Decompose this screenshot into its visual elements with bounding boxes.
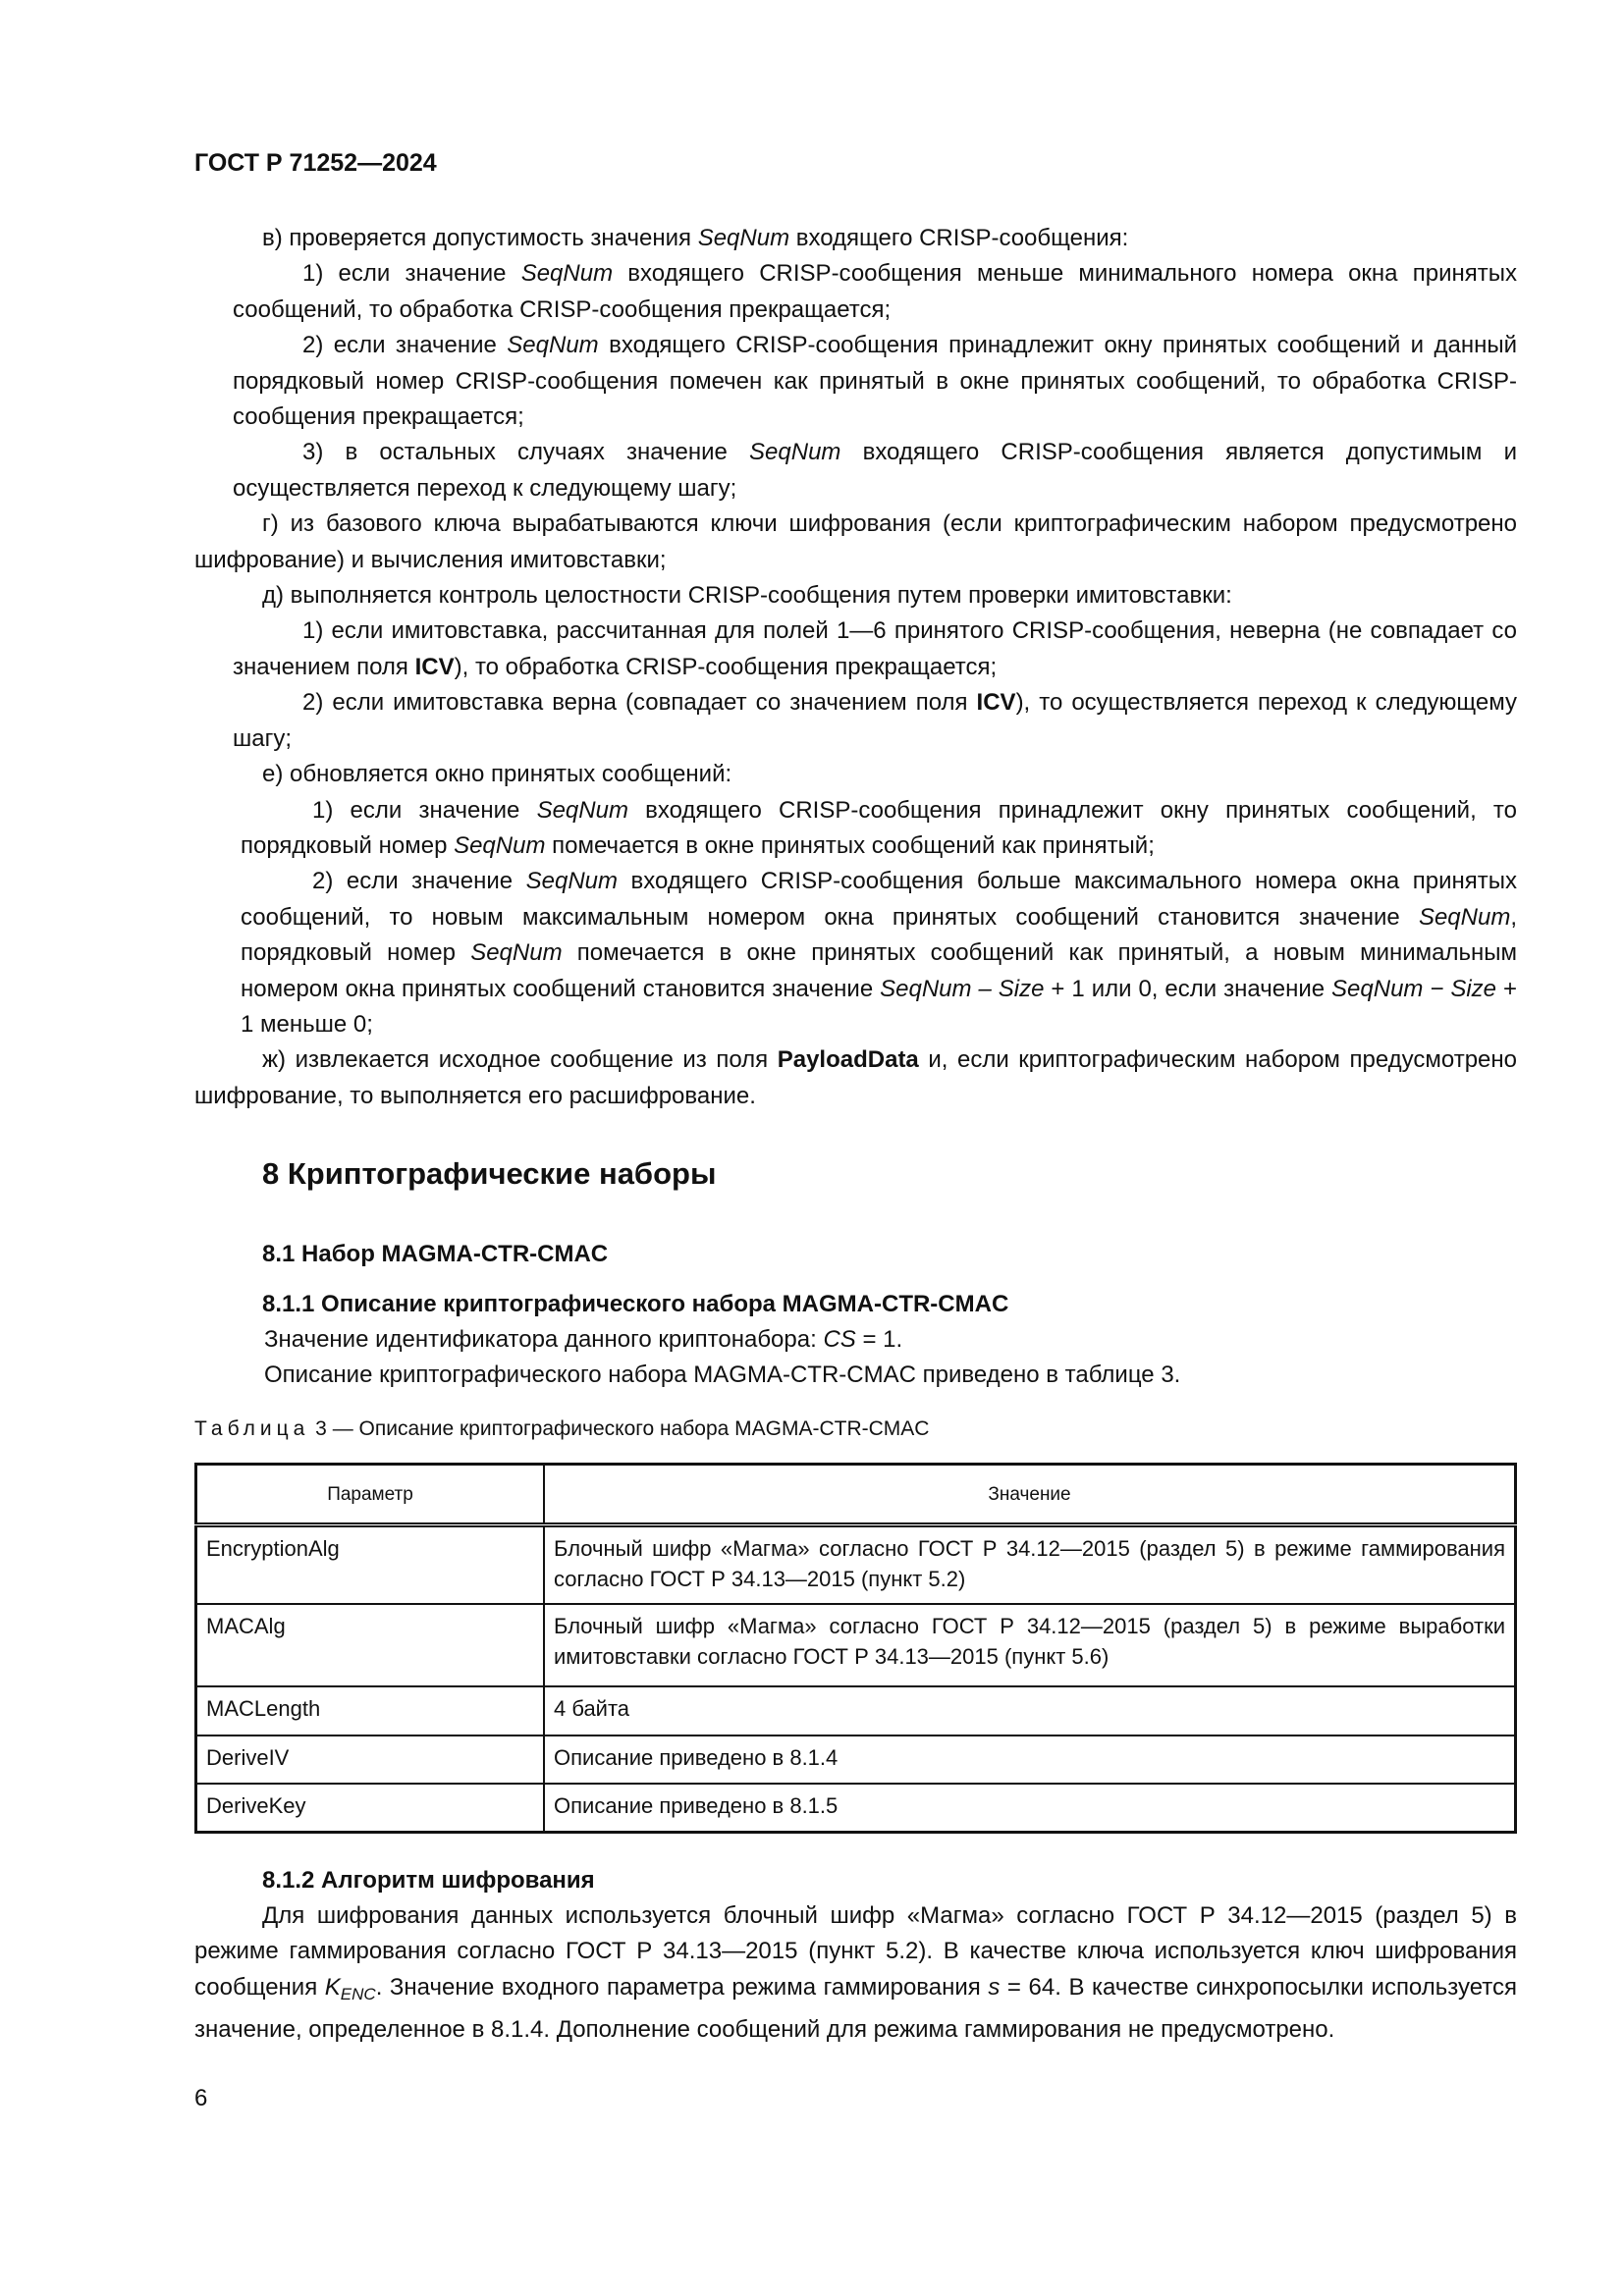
bold-term: ICV [976, 689, 1016, 717]
section-8-1-heading: 8.1 Набор MAGMA-CTR-CMAC [262, 1241, 609, 1267]
text-run: + 1 или 0, если значение [1044, 975, 1332, 1002]
text-run: ), то осуществляется переход к следующему шагу; [233, 689, 1517, 752]
section-8-1-1-heading: 8.1.1 Описание криптографического набора MAGMA-CTR-CMAC [262, 1291, 1009, 1317]
bold-term: PayloadData [777, 1046, 919, 1074]
text-run: входящего CRISP-сообщения меньше минимального номера окна принятых сообщений, то обработка CRISP-сообщения прекращается; [233, 260, 1517, 323]
text-run: 3) в остальных случаях значение [302, 439, 750, 466]
table-header-row [196, 1465, 1516, 1525]
italic-term: SeqNum [507, 332, 599, 359]
text-run: 1) если значение [312, 796, 537, 824]
italic-term: SeqNum – Size [880, 975, 1045, 1002]
section-8-1-2-text [194, 1898, 1517, 2049]
text-run: ж) извлекается исходное сообщение из поля [262, 1046, 778, 1074]
crypto-suite-table [194, 1463, 1517, 1834]
text-run: Для шифрования данных используется блочный шифр «Магма» согласно ГОСТ Р 34.12—2015 (раздел 5) в режиме гаммирования согласно ГОСТ Р 34.13—2015 (пункт 5.2). В качестве ключа используется ключ шифрования сообщения [194, 1902, 1517, 2001]
paragraph [194, 328, 1517, 435]
text-run: д) выполняется контроль целостности CRISP-сообщения путем проверки имитовставки: [262, 582, 1232, 610]
text-run: помечается в окне принятых сообщений как принятый, а новым минимальным номером окна принятых сообщений становится значение [241, 939, 1517, 1002]
text-run: входящего CRISP-сообщения принадлежит окну принятых сообщений и данный порядковый номер CRISP-сообщения помечен как принятый в окне принятых сообщений, то обработка CRISP-сообщения прекращается; [233, 332, 1517, 431]
processing-steps [194, 221, 1517, 1114]
text-run: и, если криптографическим набором предусмотрено шифрование, то выполняется его расшифрование. [194, 1046, 1518, 1109]
italic-term: s [988, 1973, 1001, 2001]
text-run: в) проверяется допустимость значения [262, 225, 698, 251]
text-run: входящего CRISP-сообщения: [789, 225, 1129, 251]
param-name: DeriveIV [196, 1735, 545, 1784]
param-value: 4 байта [544, 1686, 1516, 1735]
param-value: Блочный шифр «Магма» согласно ГОСТ Р 34.12—2015 (раздел 5) в режиме выработки имитовставки согласно ГОСТ Р 34.13—2015 (пункт 5.6) [544, 1604, 1516, 1686]
section-8-1-1-text [194, 1322, 1517, 1394]
paragraph [194, 757, 1517, 792]
italic-term: SeqNum [536, 796, 628, 824]
table-caption [194, 1417, 1517, 1441]
text-run: 2) если имитовставка верна (совпадает со значением поля [302, 689, 977, 717]
param-name: MACLength [196, 1686, 545, 1735]
italic-term: SeqNum [470, 939, 563, 967]
italic-term: K [324, 1973, 341, 2001]
text-run: . Значение входного параметра режима гаммирования [375, 1973, 989, 2001]
text-run: 2) если значение [302, 332, 508, 359]
paragraph [194, 1322, 1517, 1358]
paragraph [194, 1042, 1517, 1114]
header-value: Значение [544, 1465, 1516, 1525]
text-run: 1) если имитовставка, рассчитанная для полей 1—6 принятого CRISP-сообщения, неверна (не совпадает со значением поля [233, 617, 1517, 680]
text-run: входящего CRISP-сообщения больше максимального номера окна принятых сообщений, то новым максимальным номером окна принятых сообщений становится значение [241, 868, 1517, 931]
param-name: DeriveKey [196, 1784, 545, 1833]
paragraph [194, 578, 1517, 614]
italic-term: SeqNum [1418, 903, 1511, 931]
document-header: ГОСТ Р 71252—2024 [194, 149, 437, 177]
text-run: помечается в окне принятых сообщений как принятый; [545, 831, 1155, 859]
paragraph [194, 1898, 1517, 2049]
bold-term: ICV [414, 653, 455, 680]
text-run: е) обновляется окно принятых сообщений: [262, 761, 732, 788]
paragraph [194, 507, 1517, 578]
italic-term: CS [823, 1326, 856, 1353]
italic-term: SeqNum [749, 439, 841, 466]
italic-term: SeqNum [697, 225, 790, 251]
table-row [196, 1525, 1516, 1604]
param-name: EncryptionAlg [196, 1525, 545, 1604]
paragraph [194, 864, 1517, 1042]
text-run: = 1. [855, 1326, 903, 1353]
text-run: 1) если значение [302, 260, 521, 288]
text-run: 2) если значение [312, 868, 526, 895]
paragraph [194, 793, 1517, 865]
header-parameter: Параметр [196, 1465, 545, 1525]
table-row [196, 1735, 1516, 1784]
text-run: входящего CRISP-сообщения принадлежит окну принятых сообщений, то порядковый номер [241, 796, 1517, 859]
section-8-heading: 8 Криптографические наборы [262, 1156, 717, 1191]
table-caption-label: Таблица [194, 1417, 310, 1440]
table-caption-title: 3 — Описание криптографического набора MAGMA-CTR-CMAC [309, 1417, 930, 1440]
paragraph [194, 1358, 1517, 1393]
text-run: входящего CRISP-сообщения является допустимым и осуществляется переход к следующему шагу; [233, 439, 1517, 502]
text-run: г) из базового ключа вырабатываются ключи шифрования (если криптографическим набором предусмотрено шифрование) и вычисления имитовставки; [194, 510, 1517, 573]
param-value: Блочный шифр «Магма» согласно ГОСТ Р 34.12—2015 (раздел 5) в режиме гаммирования согласно ГОСТ Р 34.13—2015 (пункт 5.2) [544, 1525, 1516, 1604]
page-number: 6 [194, 2085, 208, 2111]
text-run: = 64. В качестве синхропосылки используется значение, определенное в 8.1.4. Дополнение сообщений для режима гаммирования не предусмотрено. [194, 1973, 1517, 2044]
italic-term: SeqNum − Size [1331, 975, 1497, 1002]
text-run: ), то обработка CRISP-сообщения прекращается; [454, 653, 998, 680]
paragraph [194, 614, 1517, 685]
text-run: , порядковый номер [241, 903, 1517, 967]
param-value: Описание приведено в 8.1.4 [544, 1735, 1516, 1784]
paragraph [194, 685, 1517, 757]
table-row [196, 1784, 1516, 1833]
paragraph [194, 221, 1517, 256]
table-row [196, 1604, 1516, 1686]
italic-term: SeqNum [525, 868, 618, 895]
subscript: ENC [340, 1984, 376, 2003]
param-name: MACAlg [196, 1604, 545, 1686]
paragraph [194, 435, 1517, 507]
text-run: Значение идентификатора данного криптонабора: [264, 1326, 824, 1353]
text-run: Описание криптографического набора MAGMA-CTR-CMAC приведено в таблице 3. [264, 1362, 1181, 1389]
text-run: + 1 меньше 0; [241, 975, 1517, 1038]
param-value: Описание приведено в 8.1.5 [544, 1784, 1516, 1833]
table-row [196, 1686, 1516, 1735]
italic-term: SeqNum [520, 260, 614, 288]
italic-term: SeqNum [454, 831, 546, 859]
paragraph [194, 256, 1517, 328]
section-8-1-2-heading: 8.1.2 Алгоритм шифрования [262, 1867, 595, 1894]
